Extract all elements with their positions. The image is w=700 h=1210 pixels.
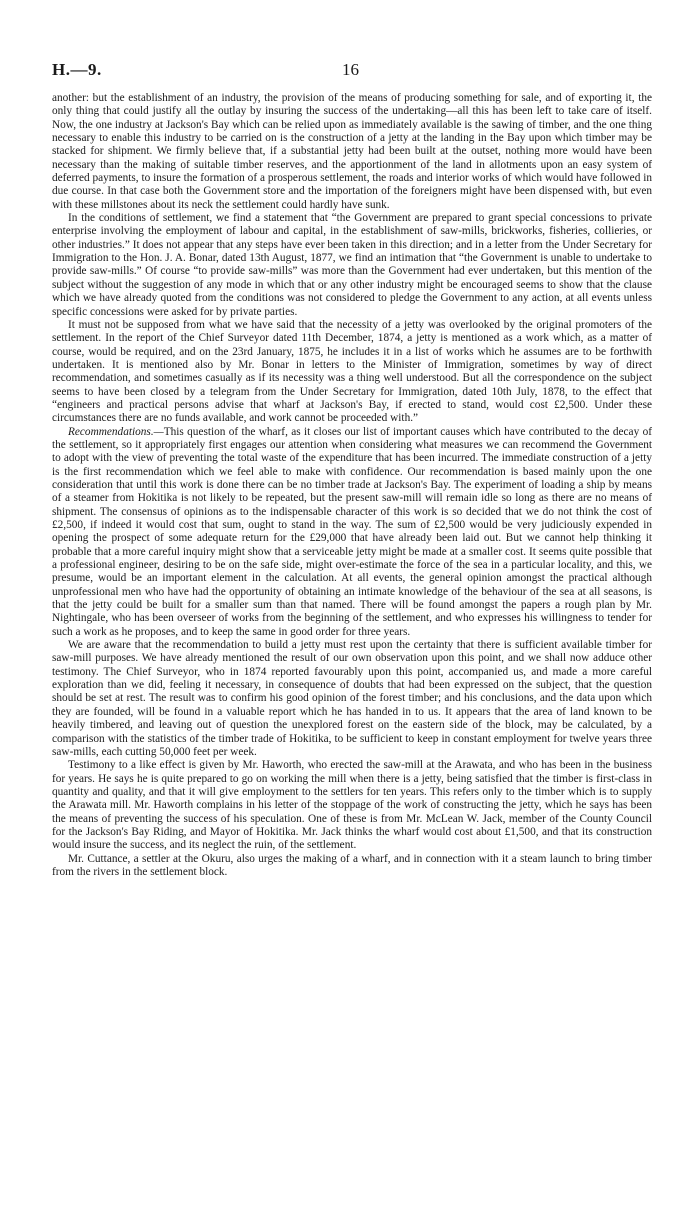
body-text — [52, 92, 652, 879]
paragraph-1: another: but the establishment of an industry, the provision of the means of producing something for sale, and of exporting it, the only thing that could justify all the outlay by insuring the success of the undertaking—all this has been left to take care of itself. Now, the one industry at Jackson's Bay which can be relied upon as immediately available is the sawing of timber, and the one thing necessary to enable this industry to be carried on is the construction of a jetty at the landing in the Bay upon which timber may be stacked for shipment. We firmly believe that, if a substantial jetty had been built at the outset, nothing more would have been necessary than the making of suitable timber reserves, and the apportionment of the land in allotments upon an easy system of deferred payments, to insure the formation of a prosperous settlement, the roads and interior works of which would have followed in due course. In that case both the Government store and the importation of the foreigners might have been dispensed with, but even with these millstones about its neck the settlement could hardly have sunk. — [52, 92, 652, 211]
document-reference: H.—9. — [52, 60, 102, 79]
paragraph-3: It must not be supposed from what we have said that the necessity of a jetty was overlooked by the original promoters of the settlement. In the report of the Chief Surveyor dated 11th December, 1874, a jetty is mentioned as a work which, as a matter of course, would be required, and on the 23rd January, 1875, he includes it in a list of works which he assumes are to be forthwith undertaken. It is mentioned also by Mr. Bonar in letters to the Minister of Immigration, sometimes by way of direct recommendation, and sometimes casually as if its necessity was a thing well understood. But all the correspondence on the subject seems to have been closed by a telegram from the Under Secretary for Immigration, dated 10th July, 1878, to the effect that “engineers and practical persons advise that wharf at Jackson's Bay, if erected to stand, would cost £2,500. Under these circumstances there are no funds available, and work cannot be proceeded with.” — [52, 318, 652, 425]
paragraph-4 — [52, 426, 652, 640]
page-number: 16 — [342, 60, 359, 79]
paragraph-6: Testimony to a like effect is given by Mr. Haworth, who erected the saw-mill at the Arawata, and who has been in the business for years. He says he is quite prepared to go on working the mill when there is a jetty, being satisfied that the timber is first-class in quantity and quality, and that it will give employment to the settlers for ten years. This refers only to the timber which is to supply the Arawata mill. Mr. Haworth complains in his letter of the stoppage of the work of constructing the jetty, which he says has been the means of preventing the success of his speculation. One of these is from Mr. McLean W. Jack, member of the County Council for the Jackson's Bay Riding, and Mayor of Hokitika. Mr. Jack thinks the wharf would cost about £1,500, and that its construction would insure the success, and its neglect the ruin, of the settlement. — [52, 759, 652, 852]
paragraph-7: Mr. Cuttance, a settler at the Okuru, also urges the making of a wharf, and in connection with it a steam launch to bring timber from the rivers in the settlement block. — [52, 852, 652, 878]
paragraph-2: In the conditions of settlement, we find a statement that “the Government are prepared to grant special concessions to private enterprise involving the employment of labour and capital, in the establishment of saw-mills, brickworks, fisheries, collieries, or other industries.” It does not appear that any steps have ever been taken in this direction; and in a letter from the Under Secretary for Immigration to the Hon. J. A. Bonar, dated 13th August, 1877, we find an intimation that “the Government is unable to undertake to provide saw-mills.” Of course “to provide saw-mills” was more than the Government had ever undertaken, but this mention of the subject without the suggestion of any mode in which that or any other industry might be encouraged seems to show that the clause which we have already quoted from the conditions was not considered to pledge the Government to any action, at all events unless specific concessions were asked for by private parties. — [52, 212, 652, 318]
paragraph-4-text: This question of the wharf, as it closes our list of important causes which have contributed to the decay of the settlement, so it appropriately first engages our attention when considering what measures we can recommend the Government to adopt with the view of preventing the total waste of the expenditure that has been incurred. The immediate construction of a jetty is the first recommendation which we feel able to make with confidence. Our recommendation is based mainly upon the one consideration that until this work is done there can be no timber trade at Jackson's Bay. The experiment of loading a ship by means of a steamer from Hokitika is not likely to be repeated, but the present saw-mill will remain idle so long as there are no means of shipment. The consensus of opinions as to the indispensable character of this work is so decided that we do not think the cost of £2,500, if indeed it would cost that sum, ought to stand in the way. The sum of £2,500 would be very judiciously expended in opening the prospect of some adequate return for the £29,000 that have already been laid out. But we cannot help thinking it probable that a more careful inquiry might show that a serviceable jetty might be made at a smaller cost. It seems quite possible that a professional engineer, desiring to be on the safe side, might over-estimate the force of the sea in a particular locality, and this, we presume, would be an important element in the calculation. At all events, the general opinion amongst the practical although unprofessional men who have had the opportunity of obtaining an intimate knowledge of the behaviour of the sea at all seasons, is that the jetty could be built for a smaller sum than that named. There will be found amongst the papers a rough plan by Mr. Nightingale, who has been overseer of works from the beginning of the settlement, and who expresses his willingness to tender for such a work as he proposes, and to keep the same in good order for three years. — [52, 425, 652, 638]
recommendations-label: Recommendations.— — [68, 425, 164, 438]
paragraph-5: We are aware that the recommendation to build a jetty must rest upon the certainty that there is sufficient available timber for saw-mill purposes. We have already mentioned the result of our own observation upon this point, and we shall now adduce other testimony. The Chief Surveyor, who in 1874 reported favourably upon this point, accompanied us, and made a more careful exploration than we did, feeling it necessary, in consequence of doubts that had been expressed on the subject, that the question should be set at rest. The result was to confirm his good opinion of the forest timber; and his conclusions, and the data upon which they are founded, will be found in a valuable report which he has handed in to us. It appears that the area of land known to be heavily timbered, and leaving out of question the unexplored forest on the eastern side of the block, may be calculated, by a comparison with the statistics of the timber trade of Hokitika, to be sufficient to keep in constant employment for twelve years three saw-mills, each cutting 50,000 feet per week. — [52, 639, 652, 758]
page-header — [52, 60, 652, 82]
